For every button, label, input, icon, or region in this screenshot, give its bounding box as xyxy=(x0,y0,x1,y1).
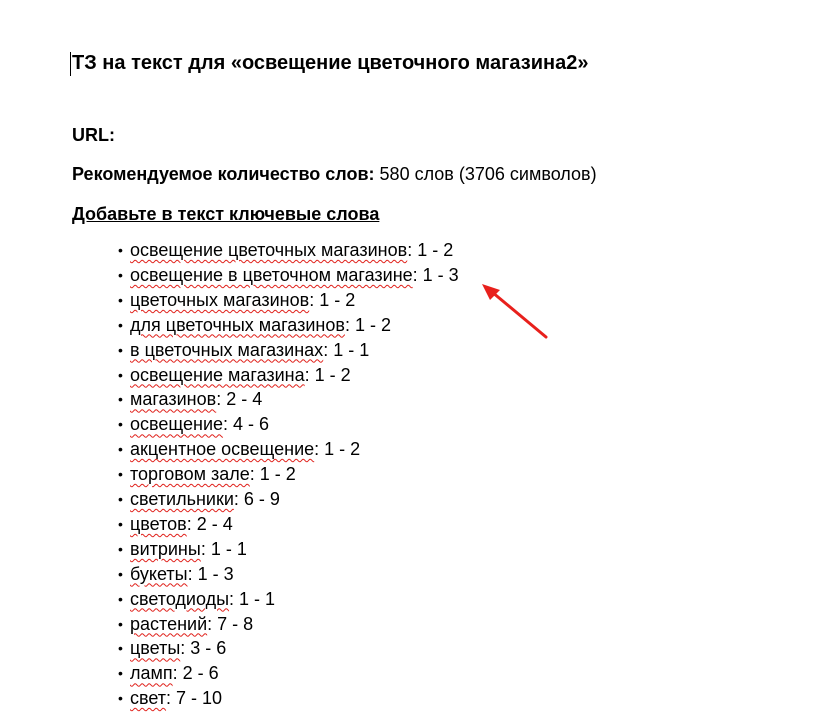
keyword-phrase: освещение xyxy=(130,414,224,435)
keyword-phrase: освещение в цветочном магазине xyxy=(130,264,413,285)
keyword-range: : 1 - 1 xyxy=(229,588,276,609)
bullet-icon: • xyxy=(118,441,123,458)
keyword-phrase: акцентное освещение xyxy=(130,439,315,460)
bullet-icon: • xyxy=(118,291,123,308)
keyword-range: : 1 - 1 xyxy=(200,538,247,559)
keyword-range: : 1 - 2 xyxy=(314,439,361,460)
document-title: ТЗ на текст для «освещение цветочного магазина2» xyxy=(72,52,589,74)
keyword-range: : 7 - 8 xyxy=(207,613,254,634)
bullet-icon: • xyxy=(118,341,123,358)
keyword-phrase: светильники xyxy=(130,489,234,509)
keyword-phrase: растений xyxy=(130,613,208,634)
keyword-phrase: в цветочных магазинах xyxy=(130,339,324,360)
keyword-range: : 7 - 10 xyxy=(166,688,223,709)
keyword-range: : 3 - 6 xyxy=(180,638,227,659)
keyword-phrase: светодиоды xyxy=(130,588,230,609)
bullet-icon: • xyxy=(118,466,123,483)
keyword-range: : 1 - 2 xyxy=(344,314,391,335)
keyword-range: : 2 - 4 xyxy=(186,513,233,534)
bullet-icon: • xyxy=(118,615,123,632)
bullet-icon: • xyxy=(118,690,123,707)
bullet-icon: • xyxy=(118,266,123,283)
bullet-icon: • xyxy=(118,515,123,532)
bullet-icon: • xyxy=(118,491,123,507)
recommended-label: Рекомендуемое количество слов: xyxy=(72,164,375,184)
keyword-range: : 1 - 1 xyxy=(323,339,370,360)
url-label: URL: xyxy=(72,125,115,145)
keyword-range: : 1 - 3 xyxy=(187,563,234,584)
keyword-range: : 2 - 4 xyxy=(216,389,263,410)
keyword-phrase: свет xyxy=(130,688,167,709)
keyword-range: : 6 - 9 xyxy=(233,489,280,509)
keyword-phrase: витрины xyxy=(130,538,201,559)
recommended-value: 580 слов (3706 символов) xyxy=(379,164,597,184)
keyword-range: : 4 - 6 xyxy=(223,414,270,435)
keyword-phrase: для цветочных магазинов xyxy=(130,314,345,335)
keyword-phrase: цветы xyxy=(130,638,181,659)
keyword-range: : 1 - 2 xyxy=(309,289,356,310)
keyword-phrase: магазинов xyxy=(130,389,217,410)
keyword-phrase: торговом зале xyxy=(130,464,250,485)
keywords-heading: Добавьте в текст ключевые слова xyxy=(72,204,380,224)
keyword-range: : 1 - 3 xyxy=(412,264,459,285)
bullet-icon: • xyxy=(118,565,123,582)
bullet-icon: • xyxy=(118,366,123,383)
keyword-phrase: цветов xyxy=(130,513,187,534)
bullet-icon: • xyxy=(118,590,123,607)
bullet-icon: • xyxy=(118,665,123,682)
keyword-phrase: освещение цветочных магазинов xyxy=(130,240,408,260)
bullet-icon: • xyxy=(118,540,123,557)
keyword-range: : 1 - 2 xyxy=(407,240,454,260)
bullet-icon: • xyxy=(118,416,123,433)
keyword-phrase: освещение магазина xyxy=(130,364,305,385)
keyword-range: : 1 - 2 xyxy=(304,364,351,385)
bullet-icon: • xyxy=(118,316,123,333)
bullet-icon: • xyxy=(118,242,123,258)
keyword-phrase: букеты xyxy=(130,563,188,584)
keyword-phrase: ламп xyxy=(130,663,173,684)
bullet-icon: • xyxy=(118,640,123,657)
keyword-range: : 2 - 6 xyxy=(172,663,219,684)
bullet-icon: • xyxy=(118,391,123,408)
keyword-phrase: цветочных магазинов xyxy=(130,289,310,310)
keyword-range: : 1 - 2 xyxy=(249,464,296,485)
